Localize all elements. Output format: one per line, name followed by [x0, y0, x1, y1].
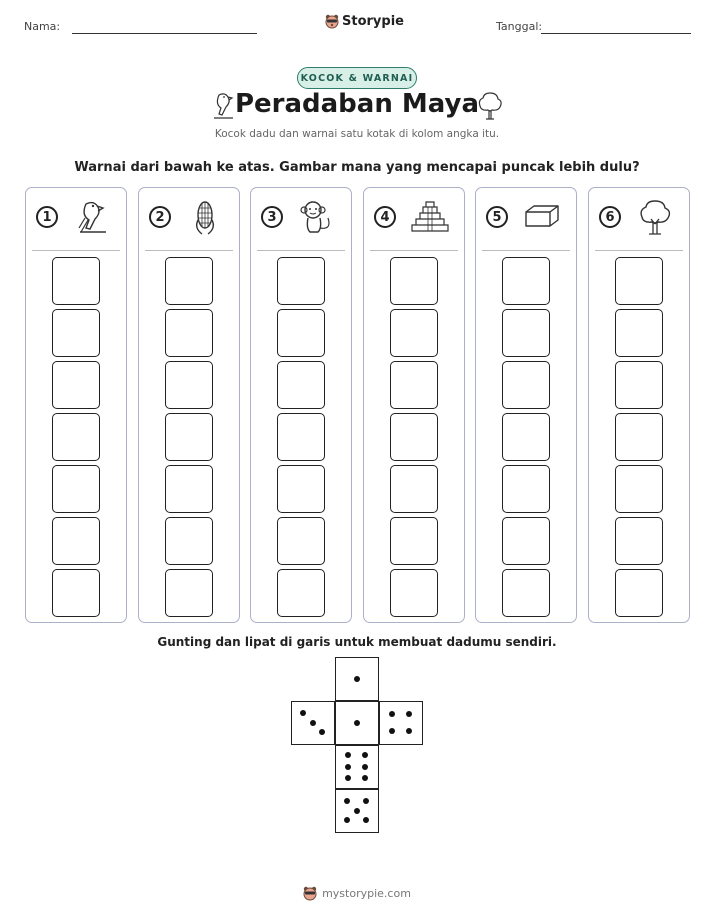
color-box[interactable] [390, 569, 438, 617]
dice-pip [344, 798, 350, 804]
dice-face-1 [335, 657, 379, 701]
dice-face-6 [335, 745, 379, 789]
dice-face-5 [335, 789, 379, 833]
dice-pip [345, 752, 351, 758]
dice-pip [362, 775, 368, 781]
activity-badge: KOCOK & WARNAI [297, 67, 417, 89]
color-box[interactable] [502, 361, 550, 409]
monkey-icon [297, 198, 337, 238]
color-box[interactable] [390, 309, 438, 357]
column-3 [250, 187, 352, 623]
brand-name: Storypie [342, 14, 404, 29]
color-box[interactable] [390, 517, 438, 565]
color-box[interactable] [165, 465, 213, 513]
name-label: Nama: [24, 20, 61, 33]
dice-pip [389, 711, 395, 717]
name-line[interactable] [72, 33, 257, 34]
bear-logo-icon [325, 14, 339, 29]
column-6 [588, 187, 690, 623]
color-box[interactable] [390, 257, 438, 305]
color-box[interactable] [615, 361, 663, 409]
color-box[interactable] [615, 517, 663, 565]
dice-pip [389, 728, 395, 734]
column-4 [363, 187, 465, 623]
color-box[interactable] [615, 309, 663, 357]
dice-face-3 [291, 701, 335, 745]
color-box[interactable] [502, 413, 550, 461]
corn-icon [185, 198, 225, 238]
parrot-icon [72, 198, 112, 238]
color-box[interactable] [615, 413, 663, 461]
color-box[interactable] [165, 517, 213, 565]
color-box[interactable] [52, 569, 100, 617]
color-box[interactable] [277, 465, 325, 513]
dice-pip [354, 808, 360, 814]
color-box[interactable] [615, 569, 663, 617]
footer [0, 886, 714, 901]
color-box[interactable] [502, 517, 550, 565]
column-divider [257, 250, 345, 251]
color-box[interactable] [52, 413, 100, 461]
brand-logo [325, 14, 404, 29]
instruction-text: Warnai dari bawah ke atas. Gambar mana yang mencapai puncak lebih dulu? [74, 160, 640, 175]
column-number: 6 [599, 206, 621, 228]
color-box[interactable] [165, 569, 213, 617]
color-box[interactable] [277, 309, 325, 357]
color-box[interactable] [502, 465, 550, 513]
column-divider [32, 250, 120, 251]
dice-pip [354, 720, 360, 726]
column-number: 2 [149, 206, 171, 228]
column-divider [145, 250, 233, 251]
color-box[interactable] [277, 361, 325, 409]
color-box[interactable] [277, 517, 325, 565]
dice-pip [310, 720, 316, 726]
dice-pip [363, 798, 369, 804]
color-box[interactable] [502, 569, 550, 617]
column-number: 4 [374, 206, 396, 228]
color-box[interactable] [52, 309, 100, 357]
tree-icon [635, 198, 675, 238]
page-subtitle: Kocok dadu dan warnai satu kotak di kolom angka itu. [214, 128, 500, 140]
column-divider [370, 250, 458, 251]
color-box[interactable] [390, 361, 438, 409]
dice-pip [406, 728, 412, 734]
page-title: Peradaban Maya [234, 89, 480, 119]
date-label: Tanggal: [496, 20, 543, 33]
dice-instruction: Gunting dan lipat di garis untuk membuat dadumu sendiri. [157, 635, 557, 649]
dice-pip [345, 764, 351, 770]
color-box[interactable] [165, 257, 213, 305]
color-box[interactable] [52, 517, 100, 565]
tree-title-icon [476, 90, 504, 122]
pyramid-icon [410, 198, 450, 238]
color-box[interactable] [615, 465, 663, 513]
color-box[interactable] [277, 413, 325, 461]
dice-pip [300, 710, 306, 716]
color-box[interactable] [52, 465, 100, 513]
color-box[interactable] [52, 361, 100, 409]
column-2 [138, 187, 240, 623]
column-number: 3 [261, 206, 283, 228]
color-box[interactable] [502, 257, 550, 305]
color-box[interactable] [390, 413, 438, 461]
date-line[interactable] [541, 33, 691, 34]
column-number: 5 [486, 206, 508, 228]
column-5 [475, 187, 577, 623]
color-box[interactable] [165, 309, 213, 357]
color-box[interactable] [52, 257, 100, 305]
dice-pip [345, 775, 351, 781]
color-box[interactable] [277, 257, 325, 305]
color-box[interactable] [165, 413, 213, 461]
dice-pip [344, 817, 350, 823]
color-box[interactable] [390, 465, 438, 513]
dice-pip [319, 729, 325, 735]
color-box[interactable] [502, 309, 550, 357]
column-number: 1 [36, 206, 58, 228]
dice-face-4 [379, 701, 423, 745]
bear-footer-icon [303, 886, 317, 901]
dice-pip [406, 711, 412, 717]
dice-pip [362, 752, 368, 758]
color-box[interactable] [277, 569, 325, 617]
stone-block-icon [522, 198, 562, 238]
column-1 [25, 187, 127, 623]
color-box[interactable] [615, 257, 663, 305]
dice-pip [363, 817, 369, 823]
column-divider [595, 250, 683, 251]
dice-face-1 [335, 701, 379, 745]
column-divider [482, 250, 570, 251]
dice-pip [354, 676, 360, 682]
color-box[interactable] [165, 361, 213, 409]
dice-pip [362, 764, 368, 770]
footer-url: mystorypie.com [322, 887, 411, 900]
